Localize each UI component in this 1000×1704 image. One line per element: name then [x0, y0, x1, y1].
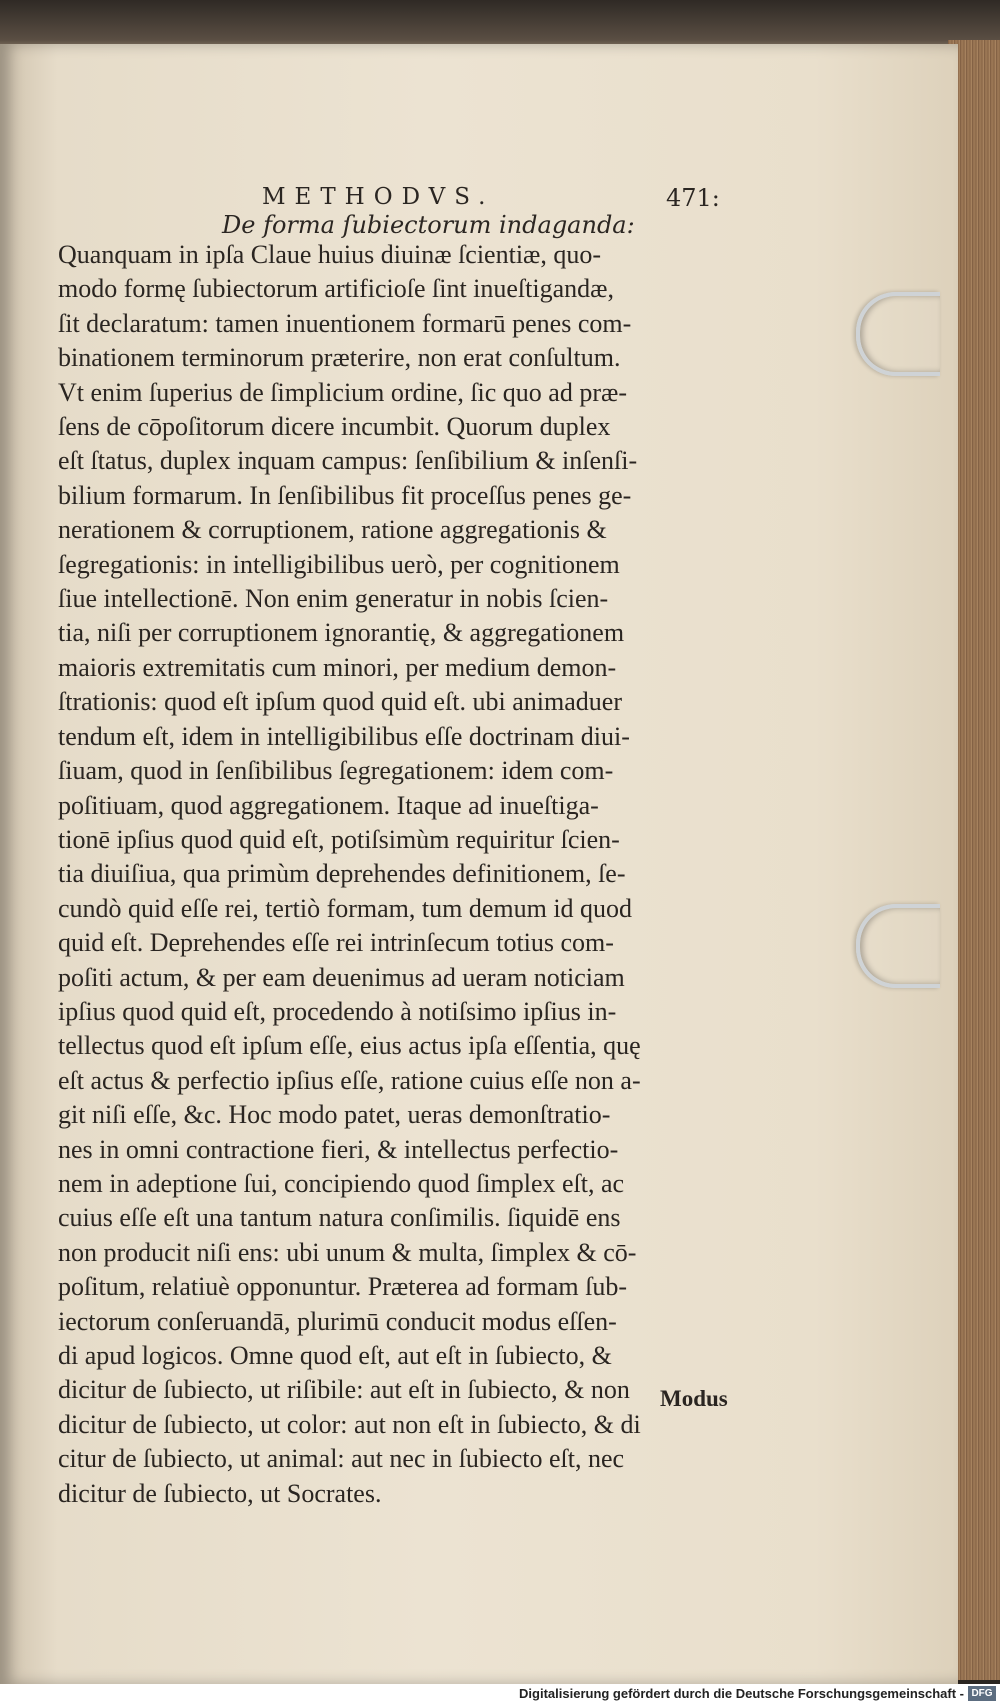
text-line: ſit declaratum: tamen inuentionem formarū penes com-	[58, 308, 632, 338]
text-line: quid eſt. Deprehendes eſſe rei intrinſecum totius com-	[58, 928, 614, 958]
text-line: cundò quid eſſe rei, tertiò formam, tum demum id quod	[58, 893, 633, 923]
footer-bar	[0, 1684, 1000, 1704]
catchword: Modus	[660, 1386, 728, 1411]
section-heading: De forma ſubiectorum indaganda:	[222, 211, 635, 239]
text-line: dicitur de ſubiecto, ut color: aut non eſt in ſubiecto, & di	[58, 1409, 641, 1439]
text-line: poſiti actum, & per eam deuenimus ad ueram noticiam	[58, 962, 625, 992]
text-line: maioris extremitatis cum minori, per medium demon-	[58, 652, 617, 682]
page-number: 471:	[666, 184, 720, 212]
text-line: modo formę ſubiectorum artificioſe ſint inueſtigandæ,	[58, 274, 614, 304]
scanner-top-edge	[0, 0, 1000, 50]
footer-credit: Digitalisierung gefördert durch die Deutsche Forschungsgemeinschaft -	[519, 1686, 964, 1701]
body-text	[58, 238, 738, 1511]
text-line: poſitiuam, quod aggregationem. Itaque ad inueſtiga-	[58, 790, 599, 820]
running-head-title: METHODVS.	[262, 184, 495, 210]
text-line: binationem terminorum præterire, non erat conſultum.	[58, 343, 621, 373]
text-line: tionē ipſius quod quid eſt, potiſsimùm requiritur ſcien-	[58, 824, 620, 854]
page-clip-icon	[856, 904, 940, 988]
text-line: di apud logicos. Omne quod eſt, aut eſt in ſubiecto, &	[58, 1341, 612, 1370]
text-line: tia, niſi per corruptionem ignorantię, & aggregationem	[58, 618, 625, 648]
text-line: nem in adeptione ſui, concipiendo quod ſimplex eſt, ac	[58, 1168, 625, 1198]
dfg-logo: DFG	[968, 1686, 996, 1701]
text-line: Vt enim ſuperius de ſimplicium ordine, ſic quo ad præ-	[58, 377, 628, 407]
page-clip-icon	[856, 292, 940, 376]
text-line: dicitur de ſubiecto, ut riſibile: aut eſt in ſubiecto, & non	[58, 1375, 630, 1405]
text-line: bilium formarum. In ſenſibilibus fit proceſſus penes ge-	[58, 480, 632, 510]
text-line: eſt ſtatus, duplex inquam campus: ſenſibilium & inſenſi-	[58, 446, 638, 476]
text-line: non producit niſi ens: ubi unum & multa, ſimplex & cō-	[58, 1237, 637, 1267]
text-line: tendum eſt, idem in intelligibilibus eſſe doctrinam diui-	[58, 721, 630, 751]
text-line: cuius eſſe eſt una tantum natura conſimilis. ſiquidē ens	[58, 1203, 621, 1233]
text-line: ſiue intellectionē. Non enim generatur in nobis ſcien-	[58, 584, 609, 614]
text-line: poſitum, relatiuè opponuntur. Præterea ad formam ſub-	[58, 1272, 627, 1302]
book-page	[0, 44, 958, 1684]
text-line: ſtrationis: quod eſt ipſum quod quid eſt. ubi animaduer	[58, 687, 622, 717]
text-line: ſegregationis: in intelligibilibus uerò, per cognitionem	[58, 549, 620, 579]
running-head	[0, 184, 958, 214]
text-line: nes in omni contractione fieri, & intellectus perfectio-	[58, 1134, 619, 1164]
text-line: tia diuiſiua, qua primùm deprehendes definitionem, ſe-	[58, 859, 626, 889]
text-line: eſt actus & perfectio ipſius eſſe, ratione cuius eſſe non a-	[58, 1065, 641, 1095]
text-line: Quanquam in ipſa Claue huius diuinæ ſcientiæ, quo-	[58, 240, 602, 269]
text-line: git niſi eſſe, &c. Hoc modo patet, ueras demonſtratio-	[58, 1100, 611, 1130]
text-line: ſens de cōpoſitorum dicere incumbit. Quorum duplex	[58, 412, 611, 442]
text-line: nerationem & corruptionem, ratione aggregationis &	[58, 515, 607, 545]
text-line: tellectus quod eſt ipſum eſſe, eius actus ipſa eſſentia, quę	[58, 1031, 641, 1061]
text-line: ipſius quod quid eſt, procedendo à notiſsimo ipſius in-	[58, 996, 617, 1026]
text-line: dicitur de ſubiecto, ut Socrates.	[58, 1478, 382, 1508]
text-line: iectorum conſeruandā, plurimū conducit modus eſſen-	[58, 1306, 617, 1336]
text-line: ſiuam, quod in ſenſibilibus ſegregationem: idem com-	[58, 756, 614, 786]
text-line: citur de ſubiecto, ut animal: aut nec in ſubiecto eſt, nec	[58, 1444, 625, 1474]
